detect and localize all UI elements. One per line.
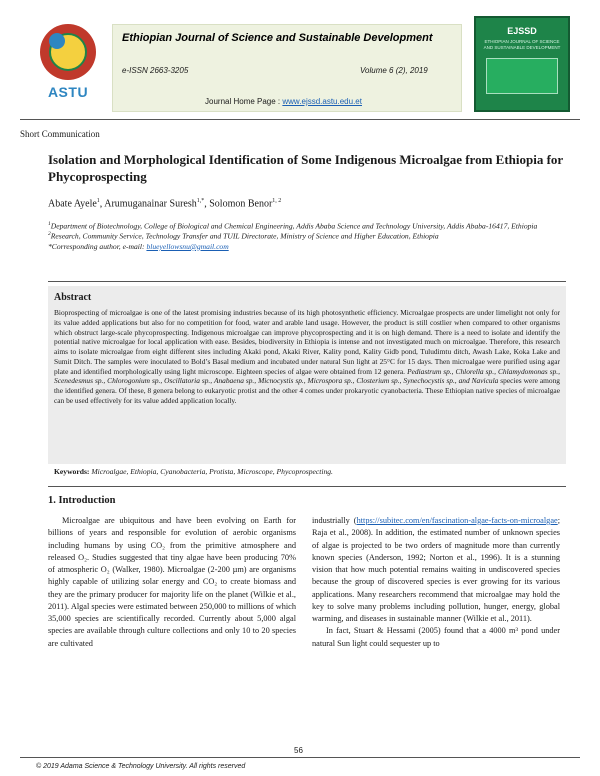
genera-list: Pediastrum sp., Chlorella sp., Chlamydomonas sp., Scenedesmus sp., Chlorogonium sp., Oscillatoria sp., Anabaena sp., Micnocystis sp., Microspora sp., Closterium sp., Synechocystis sp., and Navicula bbox=[54, 366, 560, 386]
paragraph: Microalgae are ubiquitous and have been evolving on Earth for billions of years and responsible for evolution of aerobic organisms including humans by using CO₂ from the primitive atmosphere and released O₂. Studies suggested that tiny algae have been producing 70% of atmospheric O₂ (Walker, 1980). Microalgae (2-200 µm) are organisms highly capable of utilizing solar energy and CO₂ to create biomass and they are the primary producer for majority life on the planet (Wilkie et al., 2011). Algal species were estimated between 250,000 to millions of which 35,000 species are scientifically recorded. Currently about 5,000 algal species are available through culture collections and only 10 to 20 species are cultivated bbox=[48, 516, 296, 648]
article-type: Short Communication bbox=[20, 129, 100, 139]
cover-subtitle: ETHIOPIAN JOURNAL OF SCIENCE AND SUSTAINABLE DEVELOPMENT bbox=[483, 39, 561, 50]
journal-name: Ethiopian Journal of Science and Sustainable Development bbox=[122, 32, 433, 44]
page-number: 56 bbox=[294, 746, 303, 755]
intro-column-right bbox=[312, 515, 560, 650]
cover-title: EJSSD bbox=[507, 26, 537, 36]
keywords bbox=[54, 467, 560, 476]
article-title: Isolation and Morphological Identification of Some Indigenous Microalgae from Ethiopia for Phycoprospecting bbox=[48, 152, 563, 184]
keywords-divider bbox=[48, 486, 566, 487]
author-name: Arumuganainar Suresh bbox=[104, 198, 197, 210]
corresponding-email-link[interactable]: blueyellowsnu@gmail.com bbox=[146, 241, 229, 251]
homepage-link[interactable]: www.ejssd.astu.edu.et bbox=[282, 97, 362, 106]
eissn: e-ISSN 2663-3205 bbox=[122, 66, 189, 75]
author-name: Solomon Benor bbox=[209, 198, 273, 210]
affiliations bbox=[48, 221, 568, 252]
affiliation-2: $^2$Research, Community Service, Technology Transfer and TUIL Directorate, Ministry of Science and Higher Education, Ethiopia bbox=[48, 231, 439, 241]
journal-homepage bbox=[205, 97, 362, 106]
abstract-heading: Abstract bbox=[54, 292, 92, 303]
header-divider bbox=[20, 119, 580, 120]
author-sup: 1,* bbox=[196, 198, 205, 204]
corresponding-author: *Corresponding author, e-mail: blueyellowsnu@gmail.com bbox=[48, 241, 229, 251]
section-heading: 1. Introduction bbox=[48, 495, 116, 506]
cover-image bbox=[486, 58, 558, 94]
keywords-label: Keywords: bbox=[54, 467, 90, 476]
author-sup: 1 bbox=[96, 198, 100, 204]
paragraph: In fact, Stuart & Hessami (2005) found that a 4000 m³ pond under natural Sun light could sequester up to bbox=[312, 626, 560, 648]
author-list: Abate Ayele$^1$, Arumuganainar Suresh$^{1,*}$, Solomon Benor$^{1, 2}$ bbox=[48, 198, 282, 210]
footer-divider bbox=[20, 757, 580, 758]
keywords-list: Microalgae, Ethiopia, Cyanobacteria, Protista, Microscope, Phycoprospecting. bbox=[89, 467, 333, 476]
reference-link[interactable]: https://subitec.com/en/fascination-algae-facts-on-microalgae bbox=[356, 516, 558, 525]
abstract-text: Bioprospecting of microalgae is one of the latest promising industries because of its high photosynthetic efficiency. Microalgae prospects are under limelight not only for its value added applications but also for no competition for food, water and arable land usage. However, the product is still costlier when compared to other organisms which obstruct large-scale phycoprospecting. Indigenous microalgae can improve phycoprospecting and it is on high demand. There is a need to isolate and identify the potential native microalgae for local application with ease. Besides, biodiversity in Ethiopia is intense and not investigated much on microalgae. Therefore, this research aims to isolate microalgae from eight different sites including Akaki pond, Akaki River, Kality pond, Kality Gidb pond, Tuludimtu ditch, Awash Lake, Koka Lake and Sumit Ditch. The samples were inoculated to Bold’s Basal medium and incubated under natural Sun light at 25°C for 15 days. Then microalgae were purified using agar plate and identified morphologically using light microscope. Eighteen species of algae were obtained from 12 genera. Pediastrum sp., Chlorella sp., Chlamydomonas sp., Scenedesmus sp., Chlorogonium sp., Oscillatoria sp., Anabaena sp., Micnocystis sp., Microspora sp., Closterium sp., Synechocystis sp., and Navicula species were among the identified genera. Of these, 8 genera belong to eukaryotic protist and the other 4 comes under prokaryotic cyanobacteria. These Ethiopian native species of microalgae can be used effectively for its value added application locally. bbox=[54, 308, 561, 405]
astu-emblem-icon bbox=[40, 24, 96, 80]
journal-logo bbox=[38, 24, 98, 100]
intro-column-left bbox=[48, 515, 296, 650]
volume-issue: Volume 6 (2), 2019 bbox=[360, 66, 428, 75]
author-name: Abate Ayele bbox=[48, 198, 97, 210]
journal-cover bbox=[474, 16, 570, 112]
abstract-top-divider bbox=[48, 281, 566, 282]
affiliation-1: $^1$Department of Biotechnology, College of Biological and Chemical Engineering, Addis Ababa Science and Technology University, Addis Ababa-16417, Ethiopia bbox=[48, 221, 538, 231]
homepage-label: Journal Home Page : bbox=[205, 97, 283, 106]
logo-text: ASTU bbox=[47, 84, 89, 100]
author-sup: 1, 2 bbox=[272, 198, 282, 204]
copyright: © 2019 Adama Science & Technology University. All rights reserved bbox=[36, 763, 246, 770]
paragraph: industrially (https://subitec.com/en/fascination-algae-facts-on-microalgae; Raja et al., 2008). In addition, the estimated number of unknown species of algae is projected to be two orders of magnitude more than currently known species (Anderson, 1992; Norton et al., 1996). It is a stunning vision that how much potential remains waiting in undiscovered species because the group of discovered species is ever growing for its various applications. Many researchers recommend that microalgae may hold the key to solve many problems including pollution, hunger, energy, global warming, and diseases in sustainable manner (Wilkie et al., 2011). bbox=[312, 516, 560, 624]
